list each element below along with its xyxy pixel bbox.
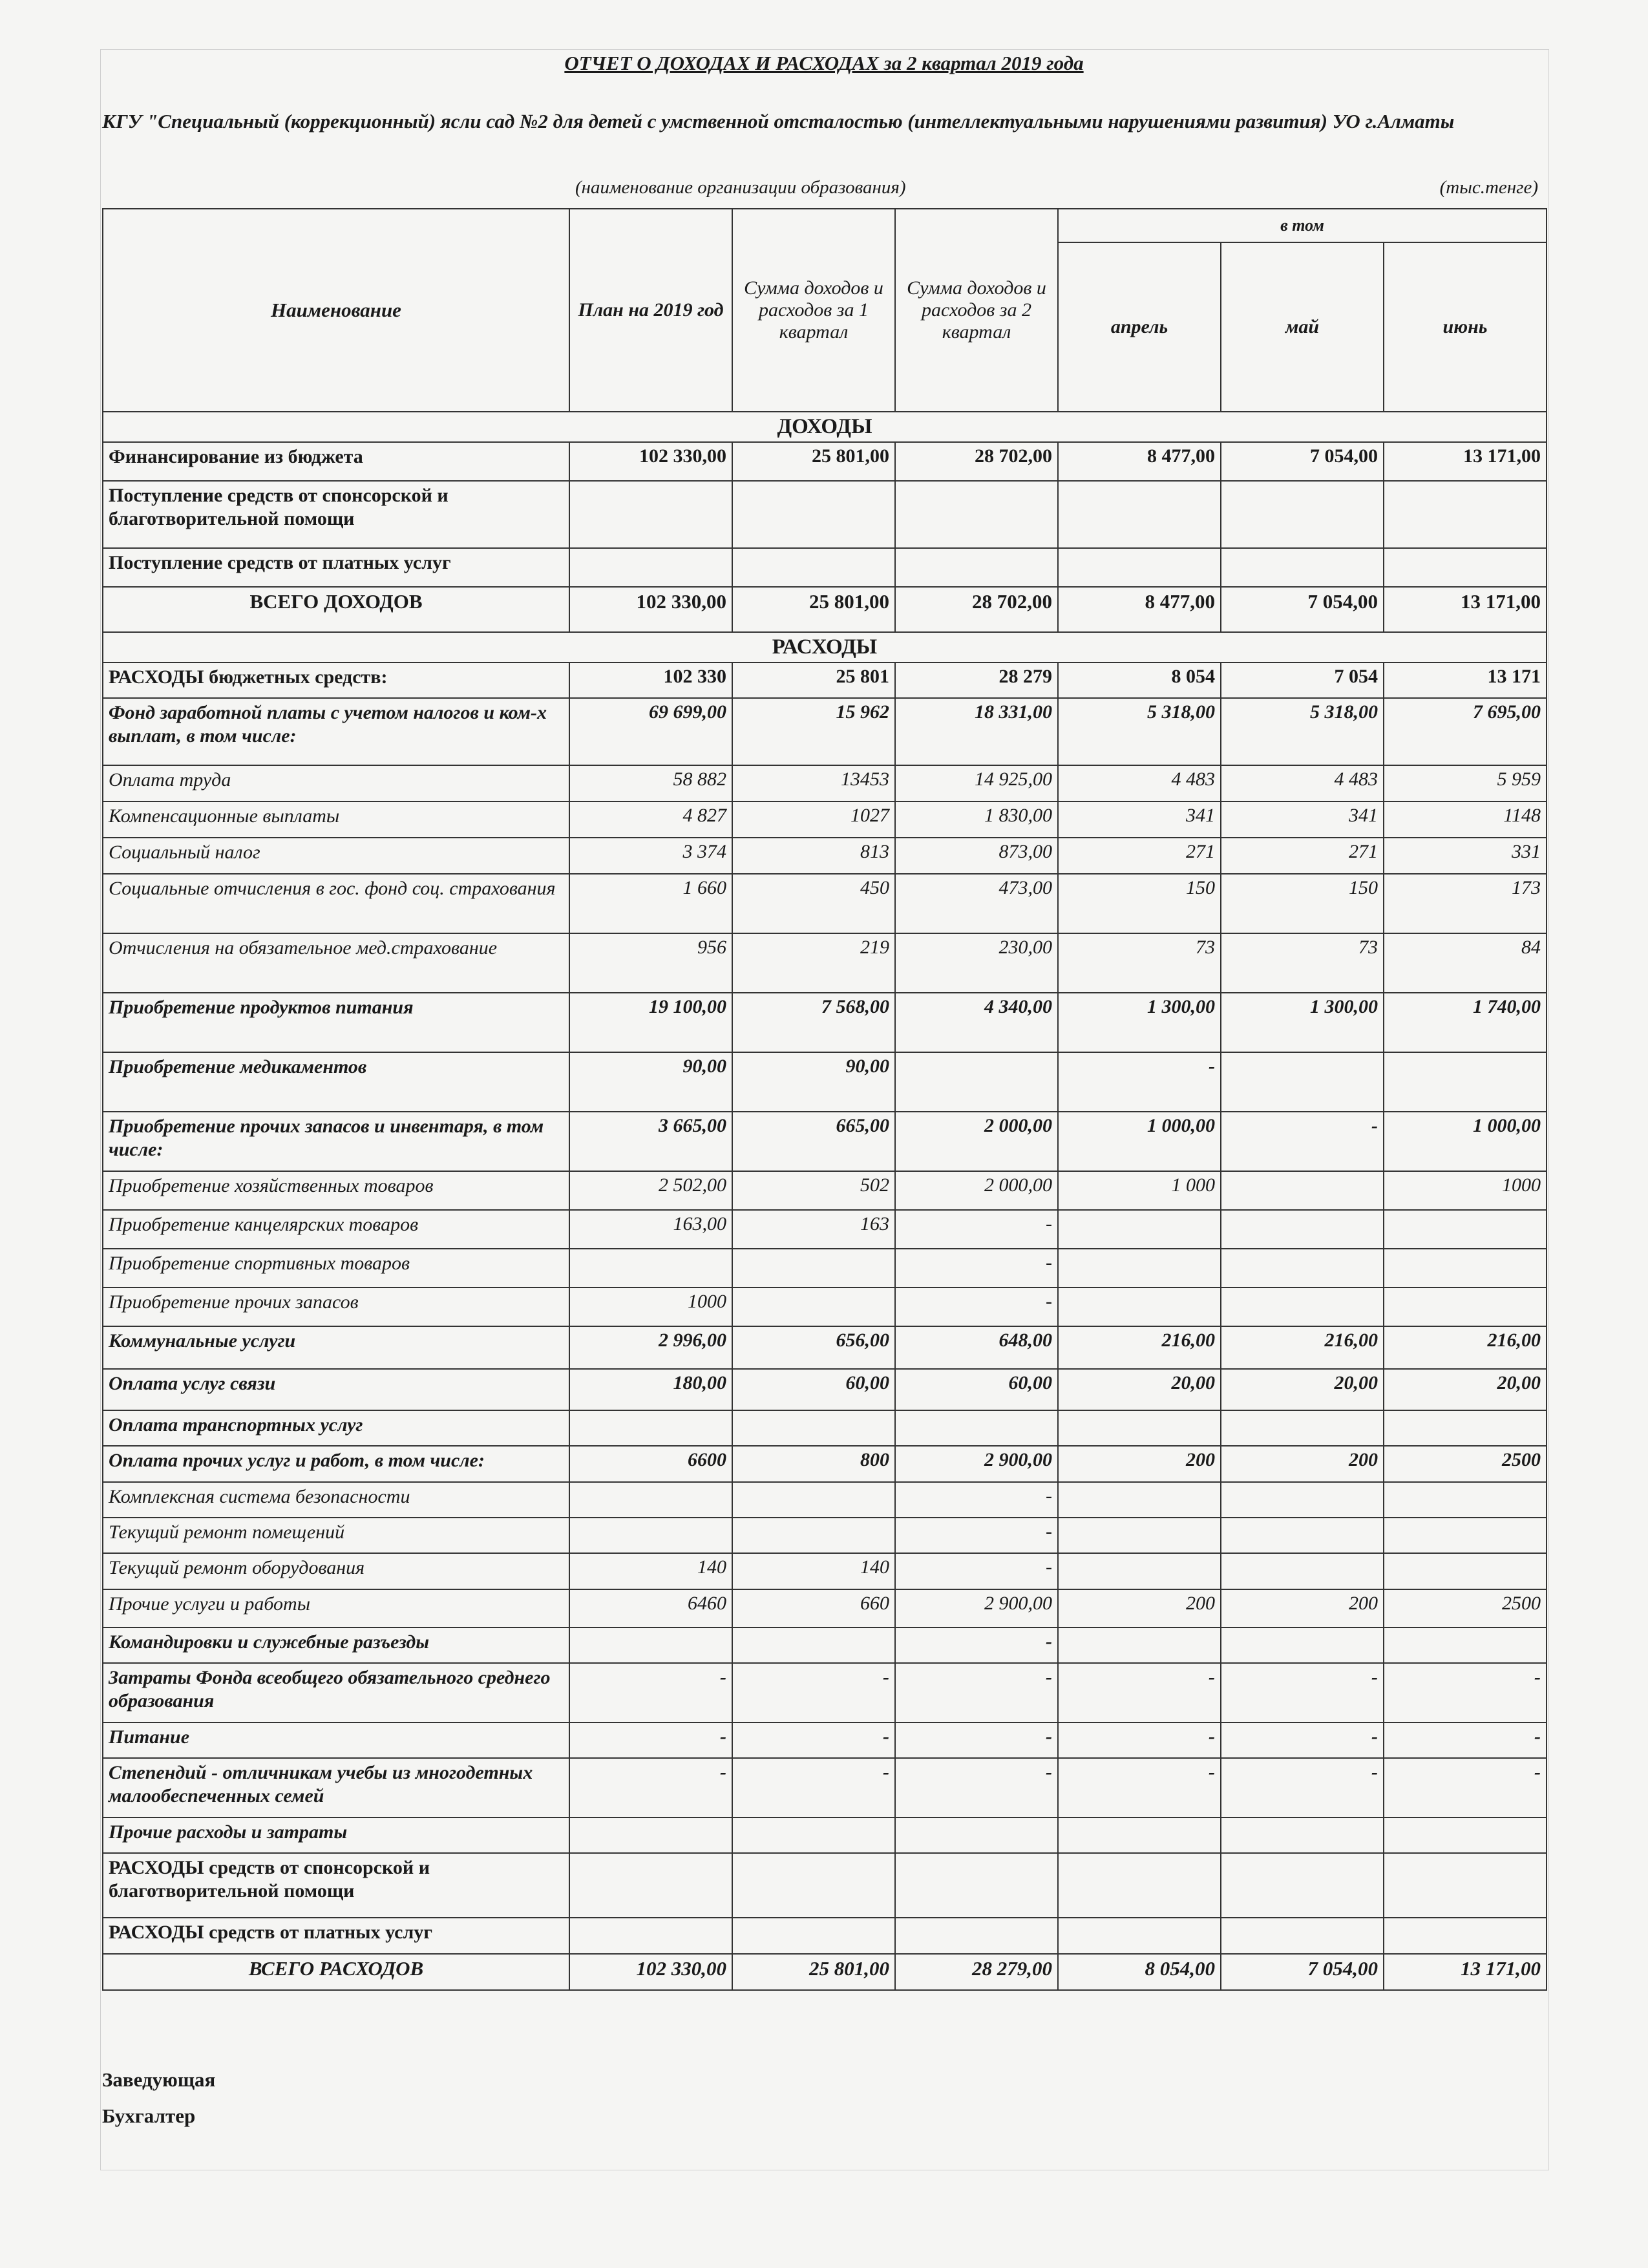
row-value (895, 1918, 1058, 1954)
row-value: 216,00 (1384, 1326, 1547, 1369)
expense-section-header-label: РАСХОДЫ (103, 632, 1547, 662)
row-value: 341 (1221, 801, 1384, 838)
row-value: 271 (1221, 838, 1384, 874)
row-value (895, 481, 1058, 548)
row-value: - (569, 1722, 732, 1758)
row-value: 14 925,00 (895, 765, 1058, 801)
row-value: 150 (1221, 874, 1384, 933)
row-value: - (569, 1758, 732, 1818)
row-value (732, 1627, 895, 1663)
expense-row (103, 1446, 1547, 1482)
row-value: 7 054,00 (1221, 442, 1384, 481)
row-value (1384, 481, 1547, 548)
row-value: - (1384, 1722, 1547, 1758)
row-value: - (895, 1518, 1058, 1553)
row-value: 69 699,00 (569, 698, 732, 765)
row-value: 13 171 (1384, 662, 1547, 698)
expense-row (103, 1112, 1547, 1171)
row-value (1221, 481, 1384, 548)
expense-row (103, 698, 1547, 765)
row-value: 2 000,00 (895, 1112, 1058, 1171)
row-value: - (732, 1758, 895, 1818)
row-value: - (732, 1663, 895, 1722)
row-value (569, 1853, 732, 1918)
header-plan: План на 2019 год (569, 209, 732, 412)
row-value (1221, 1627, 1384, 1663)
row-label: Поступление средств от спонсорской и благотворительной помощи (103, 481, 569, 548)
row-label: Компенсационные выплаты (103, 801, 569, 838)
row-value: 13 171,00 (1384, 442, 1547, 481)
row-value (1384, 1518, 1547, 1553)
row-value (1058, 1288, 1221, 1326)
expense-row (103, 1171, 1547, 1210)
row-value: - (1384, 1663, 1547, 1722)
row-value (1221, 1249, 1384, 1288)
row-value: 140 (732, 1553, 895, 1589)
row-value (1058, 1818, 1221, 1853)
row-label: Оплата транспортных услуг (103, 1410, 569, 1446)
row-value: 7 695,00 (1384, 698, 1547, 765)
row-label: РАСХОДЫ средств от спонсорской и благотворительной помощи (103, 1853, 569, 1918)
row-value: 1 830,00 (895, 801, 1058, 838)
row-value: 25 801,00 (732, 587, 895, 632)
row-value: 73 (1058, 933, 1221, 993)
row-label: Социальные отчисления в гос. фонд соц. страхования (103, 874, 569, 933)
row-value: - (732, 1722, 895, 1758)
row-value: 1 300,00 (1058, 993, 1221, 1052)
row-value (895, 1410, 1058, 1446)
row-label: Приобретение спортивных товаров (103, 1249, 569, 1288)
expense-row (103, 1482, 1547, 1518)
row-value: 7 054,00 (1221, 587, 1384, 632)
row-value (732, 1518, 895, 1553)
row-value: 1 300,00 (1221, 993, 1384, 1052)
row-value: 2 900,00 (895, 1589, 1058, 1627)
row-value (732, 1410, 895, 1446)
row-value: 20,00 (1058, 1369, 1221, 1410)
row-value (895, 1052, 1058, 1112)
header-june: июнь (1384, 242, 1547, 412)
row-label: РАСХОДЫ бюджетных средств: (103, 662, 569, 698)
row-label: Оплата прочих услуг и работ, в том числе: (103, 1446, 569, 1482)
row-value (732, 548, 895, 587)
income-row (103, 548, 1547, 587)
expense-row (103, 1249, 1547, 1288)
row-value: 20,00 (1384, 1369, 1547, 1410)
row-value (1384, 1553, 1547, 1589)
header-name: Наименование (103, 209, 569, 412)
row-value: 200 (1221, 1589, 1384, 1627)
row-value: - (1221, 1112, 1384, 1171)
row-label: Социальный налог (103, 838, 569, 874)
row-value: - (1384, 1758, 1547, 1818)
row-value: 90,00 (569, 1052, 732, 1112)
expense-row (103, 1518, 1547, 1553)
row-value: 2 900,00 (895, 1446, 1058, 1482)
row-value: 3 374 (569, 838, 732, 874)
row-value: 813 (732, 838, 895, 874)
row-value (1384, 1288, 1547, 1326)
income-section-header (103, 412, 1547, 442)
expense-row (103, 1553, 1547, 1589)
row-value: 20,00 (1221, 1369, 1384, 1410)
row-label: Оплата труда (103, 765, 569, 801)
report-table (102, 208, 1547, 1991)
row-value: 25 801 (732, 662, 895, 698)
row-value (569, 1482, 732, 1518)
row-value: 4 483 (1221, 765, 1384, 801)
row-value: 60,00 (895, 1369, 1058, 1410)
row-value (569, 1249, 732, 1288)
row-value (1221, 1918, 1384, 1954)
row-value (569, 1410, 732, 1446)
row-value (732, 1249, 895, 1288)
row-value: 8 477,00 (1058, 442, 1221, 481)
row-label: Степендий - отличникам учебы из многодетных малообеспеченных семей (103, 1758, 569, 1818)
row-label: Прочие услуги и работы (103, 1589, 569, 1627)
row-value: 7 054,00 (1221, 1954, 1384, 1990)
row-value (1058, 1627, 1221, 1663)
row-value (1221, 1171, 1384, 1210)
expense-row (103, 765, 1547, 801)
row-value: 18 331,00 (895, 698, 1058, 765)
row-value: 473,00 (895, 874, 1058, 933)
income-total-row (103, 587, 1547, 632)
expense-row (103, 1663, 1547, 1722)
row-value: 13453 (732, 765, 895, 801)
row-value: 73 (1221, 933, 1384, 993)
row-value: 163,00 (569, 1210, 732, 1249)
expense-row (103, 1627, 1547, 1663)
row-value (569, 1518, 732, 1553)
row-value: 956 (569, 933, 732, 993)
row-value: 2500 (1384, 1589, 1547, 1627)
header-may: май (1221, 242, 1384, 412)
row-label: Поступление средств от платных услуг (103, 548, 569, 587)
row-value (1221, 1853, 1384, 1918)
expense-row (103, 1369, 1547, 1410)
row-label: ВСЕГО РАСХОДОВ (103, 1954, 569, 1990)
row-value (1384, 548, 1547, 587)
expense-row (103, 1326, 1547, 1369)
row-value: - (1221, 1722, 1384, 1758)
row-label: Финансирование из бюджета (103, 442, 569, 481)
row-label: Оплата услуг связи (103, 1369, 569, 1410)
row-value: 656,00 (732, 1326, 895, 1369)
expense-row (103, 933, 1547, 993)
row-value (1221, 1052, 1384, 1112)
expense-row (103, 838, 1547, 874)
expense-row (103, 1758, 1547, 1818)
income-section-header-label: ДОХОДЫ (103, 412, 1547, 442)
row-value: 1148 (1384, 801, 1547, 838)
row-value: 7 054 (1221, 662, 1384, 698)
row-value: 2 502,00 (569, 1171, 732, 1210)
row-value: 1 660 (569, 874, 732, 933)
row-value: 60,00 (732, 1369, 895, 1410)
row-value: - (895, 1288, 1058, 1326)
expense-row (103, 1818, 1547, 1853)
row-value (1058, 1410, 1221, 1446)
row-label: Отчисления на обязательное мед.страхование (103, 933, 569, 993)
row-value (1058, 1553, 1221, 1589)
row-value: 102 330,00 (569, 1954, 732, 1990)
row-value: 102 330,00 (569, 587, 732, 632)
income-row (103, 442, 1547, 481)
row-value (732, 1918, 895, 1954)
expense-total-row (103, 1954, 1547, 1990)
row-value: 6600 (569, 1446, 732, 1482)
row-value (1221, 1482, 1384, 1518)
row-value: 7 568,00 (732, 993, 895, 1052)
row-value (1221, 1818, 1384, 1853)
row-value (732, 1482, 895, 1518)
row-value: 28 279 (895, 662, 1058, 698)
row-value: 1000 (1384, 1171, 1547, 1210)
row-value: 25 801,00 (732, 442, 895, 481)
row-value: 28 279,00 (895, 1954, 1058, 1990)
row-value: 90,00 (732, 1052, 895, 1112)
row-value: - (895, 1663, 1058, 1722)
row-value (1058, 548, 1221, 587)
row-label: ВСЕГО ДОХОДОВ (103, 587, 569, 632)
row-label: Питание (103, 1722, 569, 1758)
row-value: 8 477,00 (1058, 587, 1221, 632)
row-value: 1027 (732, 801, 895, 838)
row-value: 648,00 (895, 1326, 1058, 1369)
row-value: 8 054,00 (1058, 1954, 1221, 1990)
row-label: Приобретение медикаментов (103, 1052, 569, 1112)
expense-row (103, 1853, 1547, 1918)
signature-accountant: Бухгалтер (102, 2104, 196, 2127)
expense-row (103, 1052, 1547, 1112)
row-value: 150 (1058, 874, 1221, 933)
row-value: - (1221, 1758, 1384, 1818)
row-value (1384, 1482, 1547, 1518)
row-value (1221, 548, 1384, 587)
income-row (103, 481, 1547, 548)
row-label: Приобретение канцелярских товаров (103, 1210, 569, 1249)
row-value (732, 1853, 895, 1918)
row-value (569, 1818, 732, 1853)
organization-name: КГУ "Специальный (коррекционный) ясли сад №2 для детей с умственной отсталостью (интеллектуальными нарушениями развития) УО г.Алматы (102, 110, 1455, 132)
row-value: - (895, 1210, 1058, 1249)
row-value (1058, 1918, 1221, 1954)
expense-row (103, 874, 1547, 933)
header-q1: Сумма доходов и расходов за 1 квартал (732, 209, 895, 412)
row-value: - (1058, 1052, 1221, 1112)
row-value: - (895, 1553, 1058, 1589)
row-value: 3 665,00 (569, 1112, 732, 1171)
row-value: 25 801,00 (732, 1954, 895, 1990)
expense-row (103, 1288, 1547, 1326)
row-value: 216,00 (1221, 1326, 1384, 1369)
row-value (1384, 1627, 1547, 1663)
row-value: 5 959 (1384, 765, 1547, 801)
row-value (569, 548, 732, 587)
organization-caption: (наименование организации образования) (575, 177, 906, 198)
row-value: - (1058, 1722, 1221, 1758)
expense-row (103, 1410, 1547, 1446)
row-label: Фонд заработной платы с учетом налогов и ком-х выплат, в том числе: (103, 698, 569, 765)
row-label: Прочие расходы и затраты (103, 1818, 569, 1853)
row-value: 1 740,00 (1384, 993, 1547, 1052)
report-title: ОТЧЕТ О ДОХОДАХ И РАСХОДАХ за 2 квартал 2019 года (564, 52, 1084, 74)
row-value: 2 996,00 (569, 1326, 732, 1369)
row-value: 2 000,00 (895, 1171, 1058, 1210)
row-value: 219 (732, 933, 895, 993)
row-value: - (1221, 1663, 1384, 1722)
row-value: 1 000,00 (1384, 1112, 1547, 1171)
signature-head: Заведующая (102, 2068, 216, 2091)
row-value (569, 481, 732, 548)
row-label: Затраты Фонда всеобщего обязательного среднего образования (103, 1663, 569, 1722)
row-value: 331 (1384, 838, 1547, 874)
row-value (1221, 1410, 1384, 1446)
row-value: 450 (732, 874, 895, 933)
row-value: - (569, 1663, 732, 1722)
row-value: 13 171,00 (1384, 1954, 1547, 1990)
row-value: 4 827 (569, 801, 732, 838)
expense-section-header (103, 632, 1547, 662)
row-value: 341 (1058, 801, 1221, 838)
row-value: 28 702,00 (895, 442, 1058, 481)
row-label: РАСХОДЫ средств от платных услуг (103, 1918, 569, 1954)
row-label: Командировки и служебные разъезды (103, 1627, 569, 1663)
header-april: апрель (1058, 242, 1221, 412)
row-value (1058, 1210, 1221, 1249)
row-value: - (895, 1482, 1058, 1518)
row-value: - (895, 1758, 1058, 1818)
row-value: 200 (1221, 1446, 1384, 1482)
row-value: 873,00 (895, 838, 1058, 874)
row-value (1384, 1052, 1547, 1112)
row-value (1058, 1249, 1221, 1288)
row-value (1384, 1853, 1547, 1918)
row-value: 2500 (1384, 1446, 1547, 1482)
expense-row (103, 801, 1547, 838)
row-value: 502 (732, 1171, 895, 1210)
row-value (1058, 1518, 1221, 1553)
row-value (1221, 1518, 1384, 1553)
row-value (895, 548, 1058, 587)
row-label: Комплексная система безопасности (103, 1482, 569, 1518)
row-value: 660 (732, 1589, 895, 1627)
row-value (1058, 1853, 1221, 1918)
row-value (1221, 1288, 1384, 1326)
row-label: Приобретение продуктов питания (103, 993, 569, 1052)
row-value (895, 1818, 1058, 1853)
row-value: 173 (1384, 874, 1547, 933)
row-value: 665,00 (732, 1112, 895, 1171)
row-value: 200 (1058, 1589, 1221, 1627)
row-value (732, 481, 895, 548)
row-value (569, 1918, 732, 1954)
row-value: 180,00 (569, 1369, 732, 1410)
row-value: 15 962 (732, 698, 895, 765)
row-value: 800 (732, 1446, 895, 1482)
header-including: в том (1058, 209, 1547, 242)
expense-row (103, 993, 1547, 1052)
row-value: 200 (1058, 1446, 1221, 1482)
expense-row (103, 662, 1547, 698)
row-value: 140 (569, 1553, 732, 1589)
row-value: 1000 (569, 1288, 732, 1326)
row-value (569, 1627, 732, 1663)
row-label: Приобретение прочих запасов и инвентаря, в том числе: (103, 1112, 569, 1171)
row-value (732, 1818, 895, 1853)
row-value (1384, 1249, 1547, 1288)
row-value: 1 000 (1058, 1171, 1221, 1210)
row-value (895, 1853, 1058, 1918)
expense-row (103, 1722, 1547, 1758)
row-value: - (895, 1722, 1058, 1758)
row-value: 8 054 (1058, 662, 1221, 698)
row-value: 271 (1058, 838, 1221, 874)
row-value: 19 100,00 (569, 993, 732, 1052)
row-value: 216,00 (1058, 1326, 1221, 1369)
row-value: 6460 (569, 1589, 732, 1627)
row-value: 230,00 (895, 933, 1058, 993)
row-label: Текущий ремонт помещений (103, 1518, 569, 1553)
row-value: - (1058, 1663, 1221, 1722)
row-value: 28 702,00 (895, 587, 1058, 632)
row-value (1221, 1210, 1384, 1249)
expense-row (103, 1918, 1547, 1954)
row-value: - (1058, 1758, 1221, 1818)
row-value (1058, 1482, 1221, 1518)
row-value: 84 (1384, 933, 1547, 993)
expense-row (103, 1210, 1547, 1249)
row-value: - (895, 1627, 1058, 1663)
row-value: 4 340,00 (895, 993, 1058, 1052)
row-label: Приобретение хозяйственных товаров (103, 1171, 569, 1210)
row-value (1384, 1818, 1547, 1853)
row-value: - (895, 1249, 1058, 1288)
row-value: 4 483 (1058, 765, 1221, 801)
row-value: 102 330,00 (569, 442, 732, 481)
row-value (1384, 1410, 1547, 1446)
row-value (1221, 1553, 1384, 1589)
row-label: Текущий ремонт оборудования (103, 1553, 569, 1589)
row-value (1058, 481, 1221, 548)
row-value (732, 1288, 895, 1326)
header-q2: Сумма доходов и расходов за 2 квартал (895, 209, 1058, 412)
row-label: Приобретение прочих запасов (103, 1288, 569, 1326)
row-value (1384, 1210, 1547, 1249)
row-value (1384, 1918, 1547, 1954)
expense-row (103, 1589, 1547, 1627)
row-value: 58 882 (569, 765, 732, 801)
row-value: 102 330 (569, 662, 732, 698)
row-value: 13 171,00 (1384, 587, 1547, 632)
units-label: (тыс.тенге) (1439, 177, 1538, 198)
row-label: Коммунальные услуги (103, 1326, 569, 1369)
row-value: 5 318,00 (1058, 698, 1221, 765)
row-value: 163 (732, 1210, 895, 1249)
row-value: 5 318,00 (1221, 698, 1384, 765)
row-value: 1 000,00 (1058, 1112, 1221, 1171)
